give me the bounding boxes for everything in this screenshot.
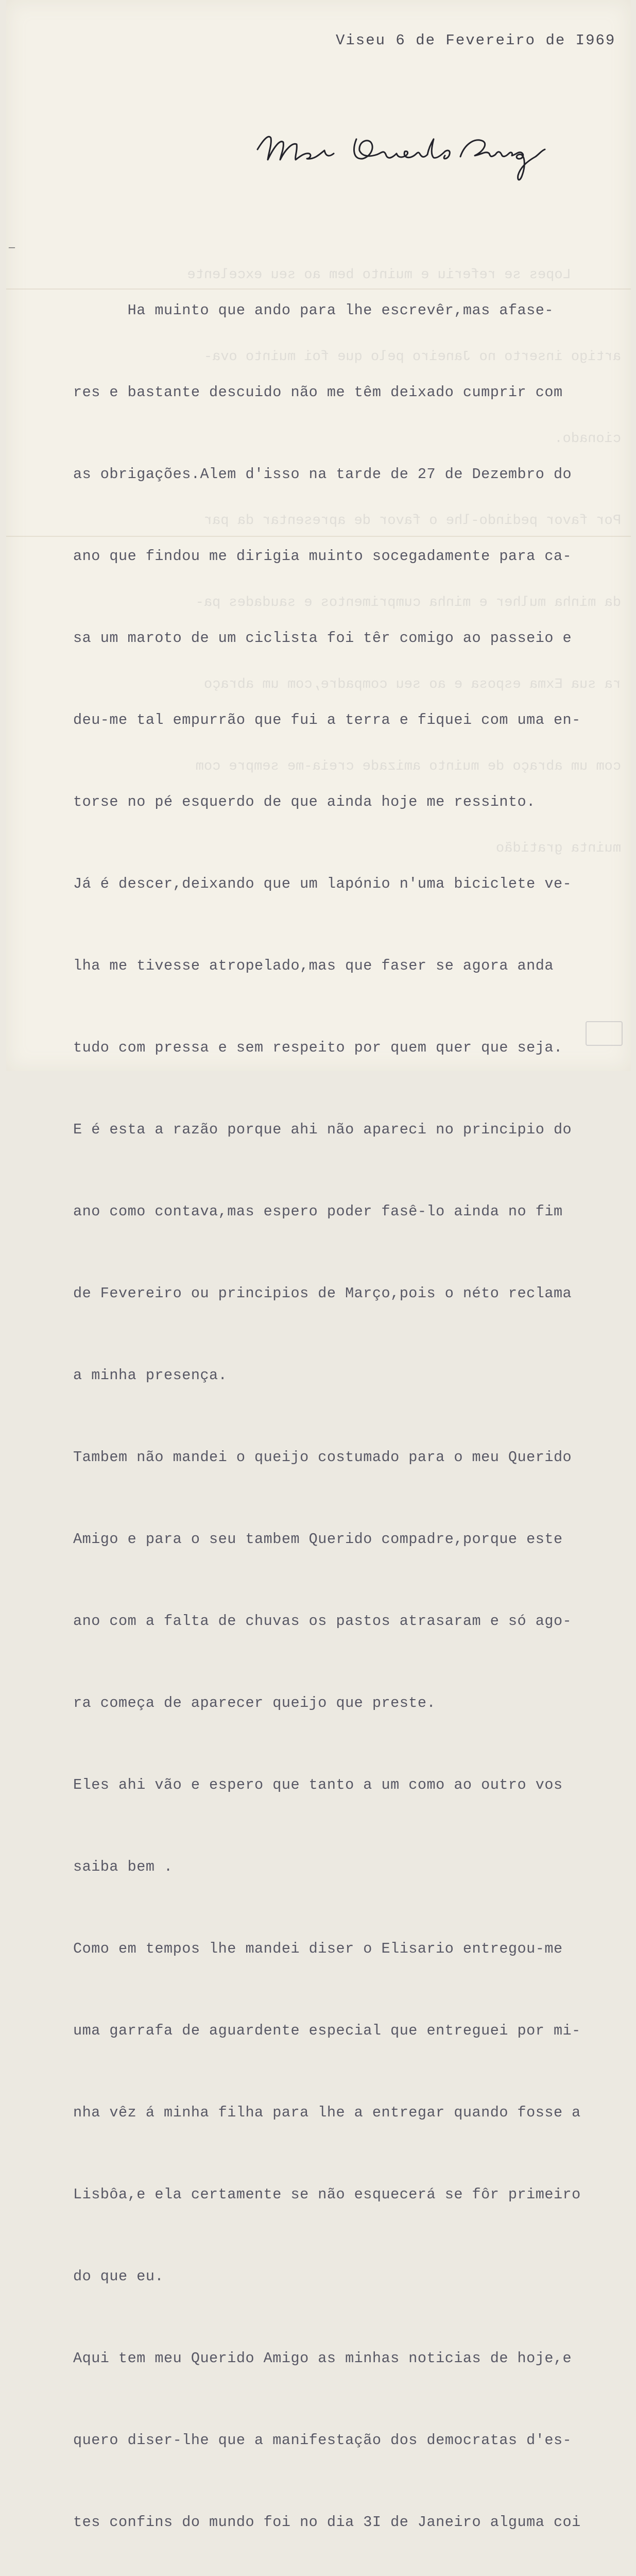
body-line: as obrigações.Alem d'isso na tarde de 27 de Dezembro do bbox=[73, 466, 572, 483]
body-line: ano com a falta de chuvas os pastos atrasaram e só ago- bbox=[73, 1613, 572, 1630]
bleed-through-text: Lopes se referiu e muinto bem ao seu excelente artigo inserto no Janeiro pelo que foi muinto ova- cionado. Por favor pedindo-lhe o favor de apresentar da par da minha mulher e minha cumprimentos e saudades pa- ra sua Exma esposa e ao seu compadre,com um abraço com um abraço de muinto amizade creia-me sempre com muinta gratidão bbox=[187, 267, 621, 856]
body-line: sa um maroto de um ciclista foi têr comigo ao passeio e bbox=[73, 630, 572, 647]
signature-handwriting bbox=[253, 124, 562, 185]
body-line: Amigo e para o seu tambem Querido compadre,porque este bbox=[73, 1531, 563, 1548]
body-line: deu-me tal empurrão que fui a terra e fiquei com uma en- bbox=[73, 711, 581, 728]
body-line: Já é descer,deixando que um lapónio n'uma biciclete ve- bbox=[73, 875, 572, 892]
body-line: saiba bem . bbox=[73, 1858, 173, 1875]
body-line: ano como contava,mas espero poder fasê-lo ainda no fim bbox=[73, 1203, 563, 1220]
body-line: Eles ahi vão e espero que tanto a um como ao outro vos bbox=[73, 1776, 563, 1793]
body-line: ra começa de aparecer queijo que preste. bbox=[73, 1694, 436, 1711]
letter-body bbox=[73, 242, 634, 2576]
body-line: do que eu. bbox=[73, 2268, 164, 2285]
body-line: uma garrafa de aguardente especial que entreguei por mi- bbox=[73, 2022, 581, 2039]
body-line: Como em tempos lhe mandei diser o Elisario entregou-me bbox=[73, 1940, 563, 1957]
body-line: lha me tivesse atropelado,mas que faser se agora anda bbox=[73, 957, 554, 974]
body-line: tes confins do mundo foi no dia 3I de Janeiro alguma coi bbox=[73, 2514, 581, 2531]
body-line: de Fevereiro ou principios de Março,pois o néto reclama bbox=[73, 1285, 572, 1302]
body-line: Lisbôa,e ela certamente se não esquecerá se fôr primeiro bbox=[73, 2186, 581, 2203]
body-line: Aqui tem meu Querido Amigo as minhas noticias de hoje,e bbox=[73, 2350, 572, 2367]
body-line: torse no pé esquerdo de que ainda hoje me ressinto. bbox=[73, 793, 536, 810]
body-line: nha vêz á minha filha para lhe a entregar quando fosse a bbox=[73, 2104, 581, 2121]
archive-stamp bbox=[586, 1021, 623, 1046]
body-line: res e bastante descuido não me têm deixado cumprir com bbox=[73, 384, 563, 401]
body-line: Tambem não mandei o queijo costumado para o meu Querido bbox=[73, 1449, 572, 1466]
letter-date: Viseu 6 de Fevereiro de I969 bbox=[336, 32, 616, 49]
body-line: E é esta a razão porque ahi não apareci no principio do bbox=[73, 1121, 572, 1138]
body-line: quero diser-lhe que a manifestação dos democratas d'es- bbox=[73, 2432, 572, 2449]
body-line: ano que findou me dirigia muinto socegadamente para ca- bbox=[73, 548, 572, 565]
letter-page bbox=[6, 0, 631, 2531]
body-line: Ha muinto que ando para lhe escrevêr,mas afase- bbox=[73, 302, 554, 319]
handwritten-salutation bbox=[253, 124, 562, 185]
margin-mark: — bbox=[9, 242, 15, 254]
body-line: a minha presença. bbox=[73, 1367, 228, 1384]
body-line: tudo com pressa e sem respeito por quem quer que seja. bbox=[73, 1039, 563, 1056]
